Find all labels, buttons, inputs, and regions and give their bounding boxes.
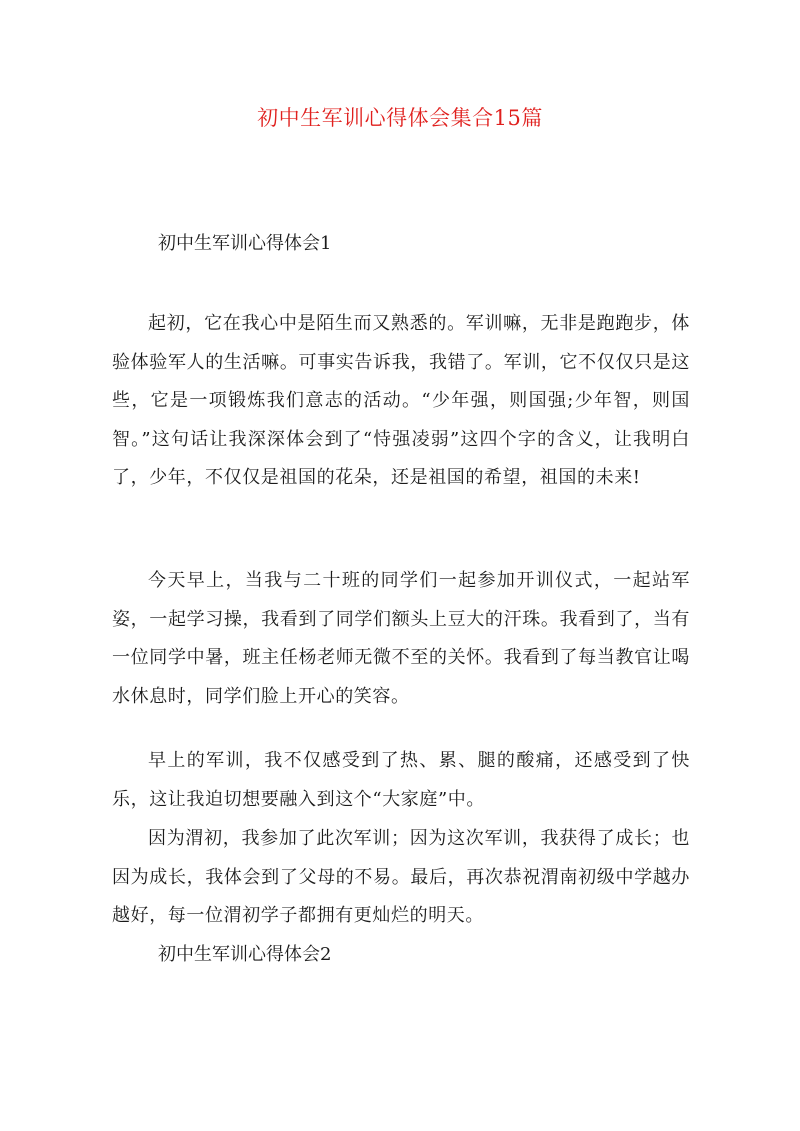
section-heading: 初中生军训心得体会1 [158, 233, 332, 254]
paragraph: 起初，它在我心中是陌生而又熟悉的。军训嘛，无非是跑跑步，体验体验军人的生活嘛。可事实告诉我，我错了。军训，它不仅仅只是这些，它是一项锻炼我们意志的活动。“少年强，则国强;少年智，则国智。”这句话让我深深体会到了“恃强凌弱”这四个字的含义，让我明白了，少年，不仅仅是祖国的花朵，还是祖国的希望，祖国的未来! [112, 313, 690, 488]
paragraph: 因为渭初，我参加了此次军训；因为这次军训，我获得了成长；也因为成长，我体会到了父母的不易。最后，再次恭祝渭南初级中学越办越好，每一位渭初学子都拥有更灿烂的明天。 [112, 828, 690, 926]
document-title: 初中生军训心得体会集合15篇 [257, 106, 543, 130]
paragraph: 今天早上，当我与二十班的同学们一起参加开训仪式，一起站军姿，一起学习操，我看到了同学们额头上豆大的汗珠。我看到了，当有一位同学中暑，班主任杨老师无微不至的关怀。我看到了每当教官让喝水休息时，同学们脸上开心的笑容。 [112, 570, 690, 707]
section-heading: 初中生军训心得体会2 [158, 944, 332, 965]
paragraph: 早上的军训，我不仅感受到了热、累、腿的酸痛，还感受到了快乐，这让我迫切想要融入到这个“大家庭”中。 [112, 750, 690, 810]
